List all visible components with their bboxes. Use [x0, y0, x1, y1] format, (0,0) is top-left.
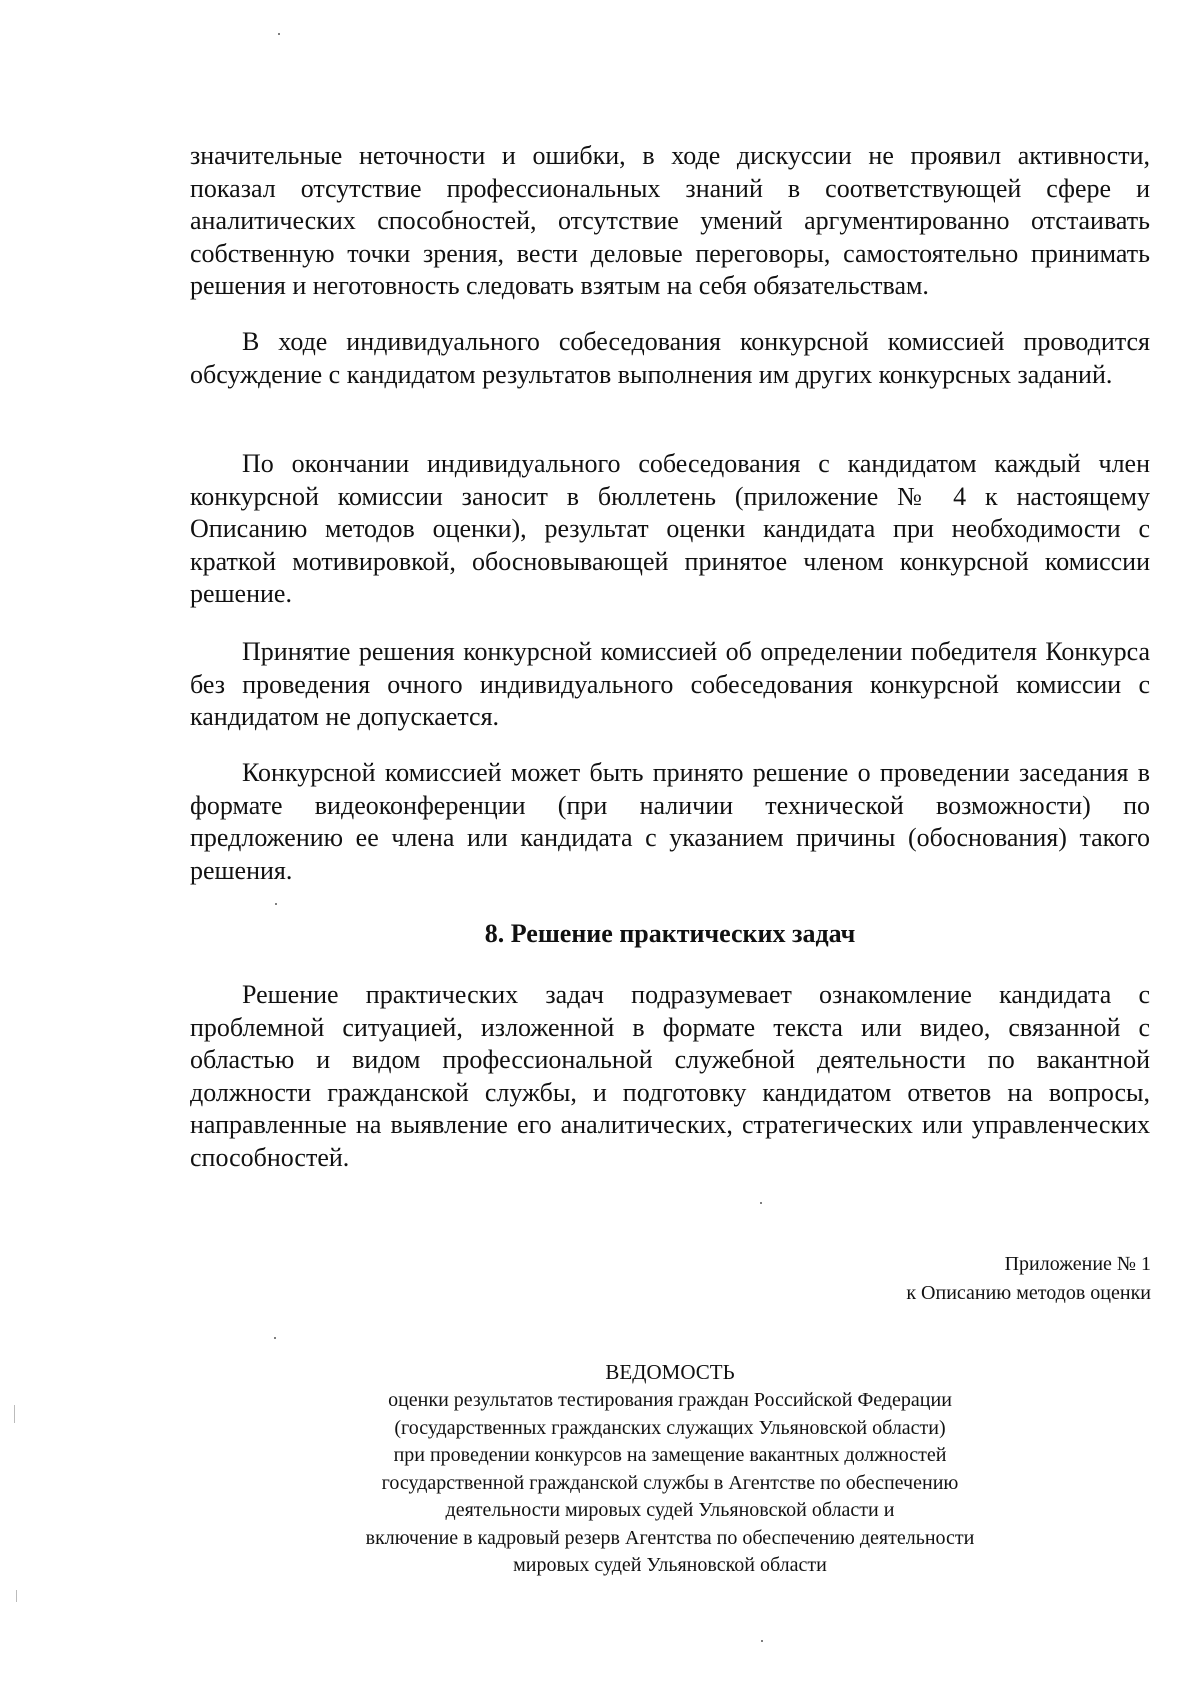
- scan-speck: [274, 1337, 276, 1339]
- vedomost-block: [240, 1357, 1100, 1580]
- vedomost-line: деятельности мировых судей Ульяновской области и: [445, 1499, 895, 1521]
- appendix-subtitle: к Описанию методов оценки: [906, 1282, 1151, 1304]
- vedomost-line: при проведении конкурсов на замещение вакантных должностей: [393, 1444, 947, 1466]
- paragraph-decision-rule: Принятие решения конкурсной комиссией об определении победителя Конкурса без проведения очного индивидуального собеседования конкурсной комиссии с кандидатом не допускается.: [190, 637, 1150, 731]
- vedomost-line: государственной гражданской службы в Агентстве по обеспечению: [381, 1471, 959, 1494]
- paragraph-videoconference: Конкурсной комиссией может быть принято решение о проведении заседания в формате видеоконференции (при наличии технической возможности) по предложению ее члена или кандидата с указанием причины (обоснования) такого решения.: [190, 758, 1150, 885]
- vedomost-line: оценки результатов тестирования граждан Российской Федерации: [388, 1389, 952, 1411]
- scan-speck: [275, 903, 277, 905]
- scan-edge-mark: [16, 1590, 17, 1602]
- section-heading: 8. Решение практических задач: [484, 919, 856, 948]
- paragraph-interview-discussion: В ходе индивидуального собеседования конкурсной комиссией проводится обсуждение с кандидатом результатов выполнения им других конкурсных заданий.: [190, 327, 1150, 389]
- vedomost-line: мировых судей Ульяновской области: [513, 1554, 827, 1576]
- paragraph-ballot: По окончании индивидуального собеседования с кандидатом каждый член конкурсной комиссии заносит в бюллетень (приложение № 4 к настоящему Описанию методов оценки), результат оценки кандидата при необходимости с краткой мотивировкой, обосновывающей принятое членом конкурсной комиссии решение.: [190, 449, 1150, 608]
- paragraph-practical-tasks: Решение практических задач подразумевает ознакомление кандидата с проблемной ситуацией, изложенной в формате текста или видео, связанной с областью и видом профессиональной служебной деятельности по вакантной должности гражданской службы, и подготовку кандидатом ответов на вопросы, направленные на выявление его аналитических, стратегических или управленческих способностей.: [190, 980, 1150, 1172]
- scan-speck: [761, 1640, 763, 1642]
- scan-edge-mark: [14, 1405, 15, 1423]
- appendix-number: Приложение № 1: [1004, 1253, 1151, 1275]
- vedomost-line: (государственных гражданских служащих Ульяновской области): [394, 1416, 946, 1439]
- vedomost-title: ВЕДОМОСТЬ: [605, 1360, 735, 1384]
- scan-speck: [760, 1202, 762, 1204]
- appendix-reference: [906, 1250, 1151, 1308]
- scan-speck: [278, 33, 280, 35]
- paragraph-continuation: значительные неточности и ошибки, в ходе дискуссии не проявил активности, показал отсутствие профессиональных знаний в соответствующей сфере и аналитических способностей, отсутствие умений аргументированно отстаивать собственную точки зрения, вести деловые переговоры, самостоятельно принимать решения и неготовность следовать взятым на себя обязательствам.: [190, 141, 1150, 300]
- vedomost-line: включение в кадровый резерв Агентства по обеспечению деятельности: [365, 1526, 975, 1549]
